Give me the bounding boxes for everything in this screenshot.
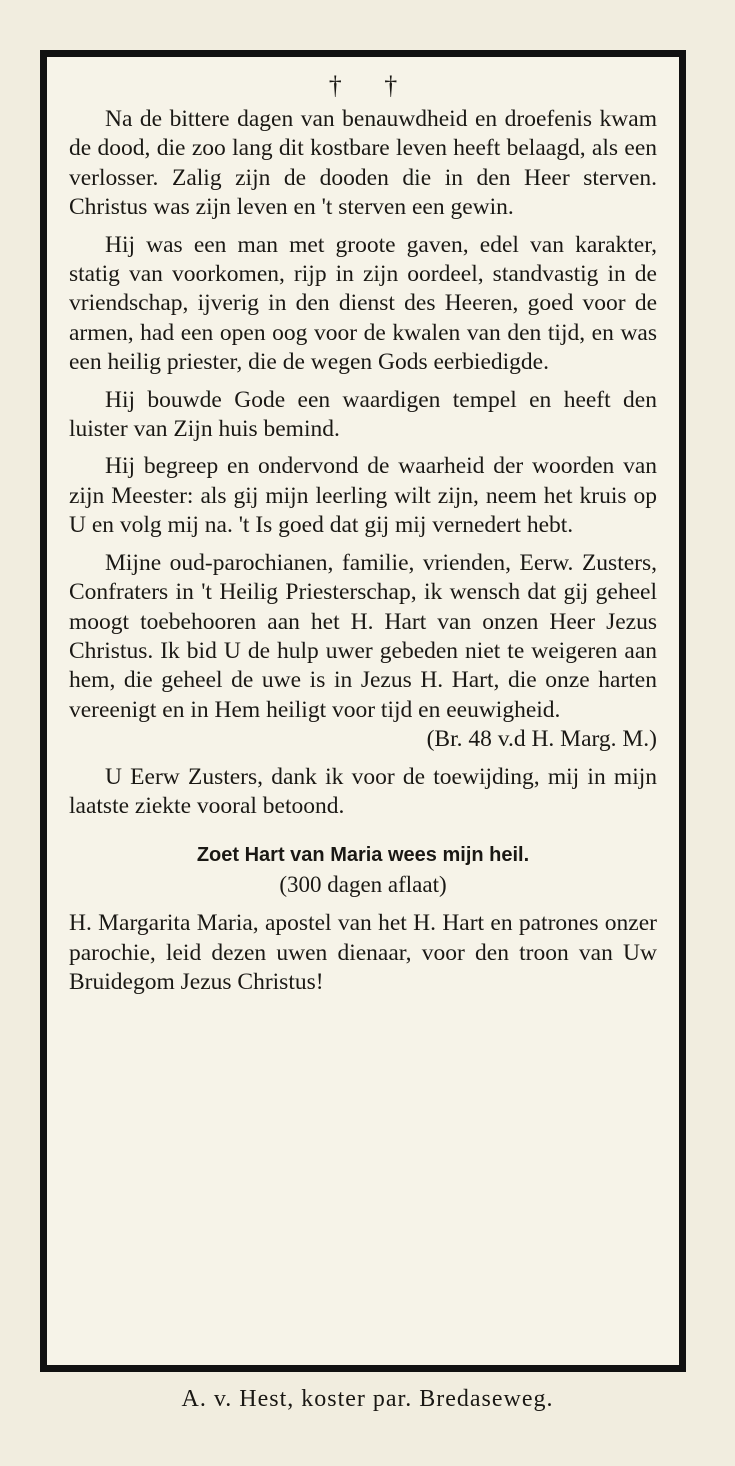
prayer-line: Zoet Hart van Maria wees mijn heil.: [196, 844, 530, 867]
scripture-reference: (Br. 48 v.d H. Marg. M.): [426, 726, 657, 753]
printer-credit: A. v. Hest, koster par. Bredaseweg.: [181, 1386, 554, 1412]
paragraph-closing-prayer: H. Margarita Maria, apostel van het H. Hart en patrones onzer parochie, leid dezen uwen dienaar, voor den troon van Uw Bruidegom Jezus Christus!: [69, 910, 657, 996]
paragraph-character: Hij was een man met groote gaven, edel van karakter, statig van voorkomen, rijp in zijn oordeel, standvastig in de vriendschap, ijverig in den dienst des Heeren, goed voor de armen, had een open oog voor de kwalen van den tijd, en was een heilig priester, die de wegen Gods eerbiedigde.: [69, 231, 657, 376]
paragraph-thanks: U Eerw Zusters, dank ik voor de toewijding, mij in mijn laatste ziekte vooral betoond.: [69, 763, 657, 819]
indulgence-note: (300 dagen aflaat): [279, 872, 447, 898]
card-text: [69, 69, 657, 1006]
paragraph-cross: Hij begreep en ondervond de waarheid der woorden van zijn Meester: als gij mijn leerling wilt zijn, neem het kruis op U en volg mij na. 't Is goed dat gij mij vernedert hebt.: [69, 453, 657, 539]
paragraph-parishioners: Mijne oud-parochianen, familie, vrienden, Eerw. Zusters, Confraters in 't Heilig Priesterschap, ik wensch dat gij geheel moogt toebehooren aan het H. Hart van onzen Heer Jezus Christus. Ik bid U de hulp uwer gebeden niet te weigeren aan hem, die geheel de uwe is in Jezus H. Hart, die onze harten vereenigt en in Hem heiligt voor tijd en eeuwigheid.: [69, 549, 657, 723]
paragraph-death: Na de bittere dagen van benauwdheid en droefenis kwam de dood, die zoo lang dit kostbare leven heeft belaagd, als een verlosser. Zalig zijn de dooden die in den Heer sterven. Christus was zijn leven en 't sterven een gewin.: [69, 106, 657, 221]
crosses-heading: † †: [328, 71, 416, 100]
black-border-frame: [40, 50, 686, 1372]
paragraph-temple: Hij bouwde Gode een waardigen tempel en heeft den luister van Zijn huis bemind.: [69, 386, 657, 443]
